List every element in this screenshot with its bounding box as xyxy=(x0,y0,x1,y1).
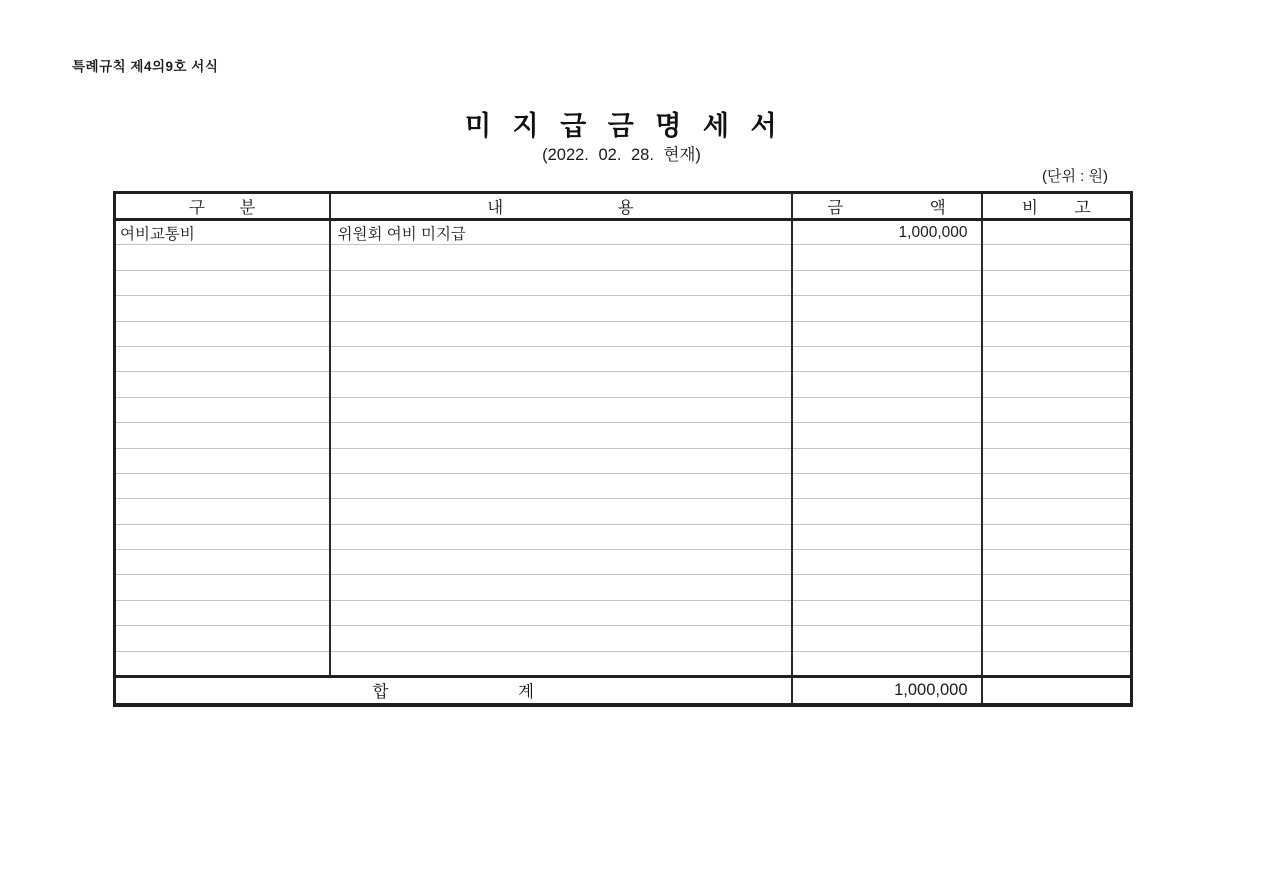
cell-content xyxy=(330,651,792,676)
cell-category xyxy=(115,550,330,575)
column-header-category: 구 분 xyxy=(115,193,330,220)
cell-amount: 1,000,000 xyxy=(792,220,982,245)
table-row xyxy=(115,220,1132,245)
cell-note xyxy=(982,346,1132,371)
cell-amount xyxy=(792,651,982,676)
cell-category xyxy=(115,600,330,625)
cell-content xyxy=(330,575,792,600)
cell-amount xyxy=(792,524,982,549)
cell-category xyxy=(115,296,330,321)
cell-category xyxy=(115,651,330,676)
cell-amount xyxy=(792,397,982,422)
table-row xyxy=(115,550,1132,575)
cell-content xyxy=(330,270,792,295)
cell-category xyxy=(115,499,330,524)
cell-category xyxy=(115,626,330,651)
cell-note xyxy=(982,600,1132,625)
table-row xyxy=(115,321,1132,346)
cell-category xyxy=(115,270,330,295)
cell-note xyxy=(982,321,1132,346)
cell-amount xyxy=(792,321,982,346)
total-row xyxy=(115,677,1132,705)
column-header-amount: 금 액 xyxy=(792,193,982,220)
table-row xyxy=(115,473,1132,498)
table-row xyxy=(115,626,1132,651)
cell-content xyxy=(330,397,792,422)
cell-amount xyxy=(792,270,982,295)
cell-category xyxy=(115,575,330,600)
cell-note xyxy=(982,397,1132,422)
cell-note xyxy=(982,372,1132,397)
statement-table-wrap xyxy=(113,191,1130,707)
column-header-content: 내 용 xyxy=(330,193,792,220)
cell-note xyxy=(982,473,1132,498)
cell-note xyxy=(982,524,1132,549)
cell-note xyxy=(982,651,1132,676)
cell-amount xyxy=(792,423,982,448)
cell-content xyxy=(330,245,792,270)
cell-amount xyxy=(792,575,982,600)
table-row xyxy=(115,372,1132,397)
cell-category xyxy=(115,321,330,346)
cell-category xyxy=(115,372,330,397)
cell-note xyxy=(982,448,1132,473)
table-header-row xyxy=(115,193,1132,220)
cell-content: 위원회 여비 미지급 xyxy=(330,220,792,245)
cell-note xyxy=(982,575,1132,600)
cell-content xyxy=(330,600,792,625)
cell-amount xyxy=(792,550,982,575)
table-footer xyxy=(115,677,1132,705)
table-row xyxy=(115,524,1132,549)
cell-amount xyxy=(792,245,982,270)
column-header-note: 비 고 xyxy=(982,193,1132,220)
cell-note xyxy=(982,626,1132,651)
cell-note xyxy=(982,550,1132,575)
table-body xyxy=(115,220,1132,677)
cell-content xyxy=(330,372,792,397)
cell-amount xyxy=(792,499,982,524)
page-title: 미 지 급 금 명 세 서 xyxy=(464,111,779,141)
cell-category xyxy=(115,245,330,270)
table-row xyxy=(115,245,1132,270)
cell-content xyxy=(330,346,792,371)
total-label: 합 계 xyxy=(115,677,792,705)
cell-amount xyxy=(792,600,982,625)
table-row xyxy=(115,600,1132,625)
cell-category: 여비교통비 xyxy=(115,220,330,245)
cell-content xyxy=(330,473,792,498)
cell-amount xyxy=(792,626,982,651)
table-row xyxy=(115,346,1132,371)
table-row xyxy=(115,397,1132,422)
cell-content xyxy=(330,499,792,524)
cell-amount xyxy=(792,296,982,321)
cell-content xyxy=(330,423,792,448)
total-amount: 1,000,000 xyxy=(792,677,982,705)
cell-note xyxy=(982,499,1132,524)
cell-category xyxy=(115,524,330,549)
cell-note xyxy=(982,270,1132,295)
unit-label: (단위 : 원) xyxy=(1042,168,1108,185)
cell-category xyxy=(115,346,330,371)
table-row xyxy=(115,499,1132,524)
form-code-label: 특례규칙 제4의9호 서식 xyxy=(72,59,219,74)
table-row xyxy=(115,296,1132,321)
table-row xyxy=(115,448,1132,473)
cell-note xyxy=(982,296,1132,321)
cell-content xyxy=(330,524,792,549)
total-note xyxy=(982,677,1132,705)
cell-content xyxy=(330,296,792,321)
page-subtitle: (2022. 02. 28. 현재) xyxy=(542,146,701,164)
cell-note xyxy=(982,220,1132,245)
table-row xyxy=(115,651,1132,676)
table-row xyxy=(115,575,1132,600)
cell-note xyxy=(982,245,1132,270)
cell-category xyxy=(115,397,330,422)
cell-content xyxy=(330,626,792,651)
cell-content xyxy=(330,448,792,473)
table-row xyxy=(115,270,1132,295)
cell-category xyxy=(115,448,330,473)
cell-content xyxy=(330,550,792,575)
cell-content xyxy=(330,321,792,346)
table-row xyxy=(115,423,1132,448)
cell-amount xyxy=(792,473,982,498)
cell-category xyxy=(115,473,330,498)
cell-amount xyxy=(792,372,982,397)
cell-category xyxy=(115,423,330,448)
cell-note xyxy=(982,423,1132,448)
cell-amount xyxy=(792,346,982,371)
cell-amount xyxy=(792,448,982,473)
unpaid-statement-table xyxy=(113,191,1133,707)
